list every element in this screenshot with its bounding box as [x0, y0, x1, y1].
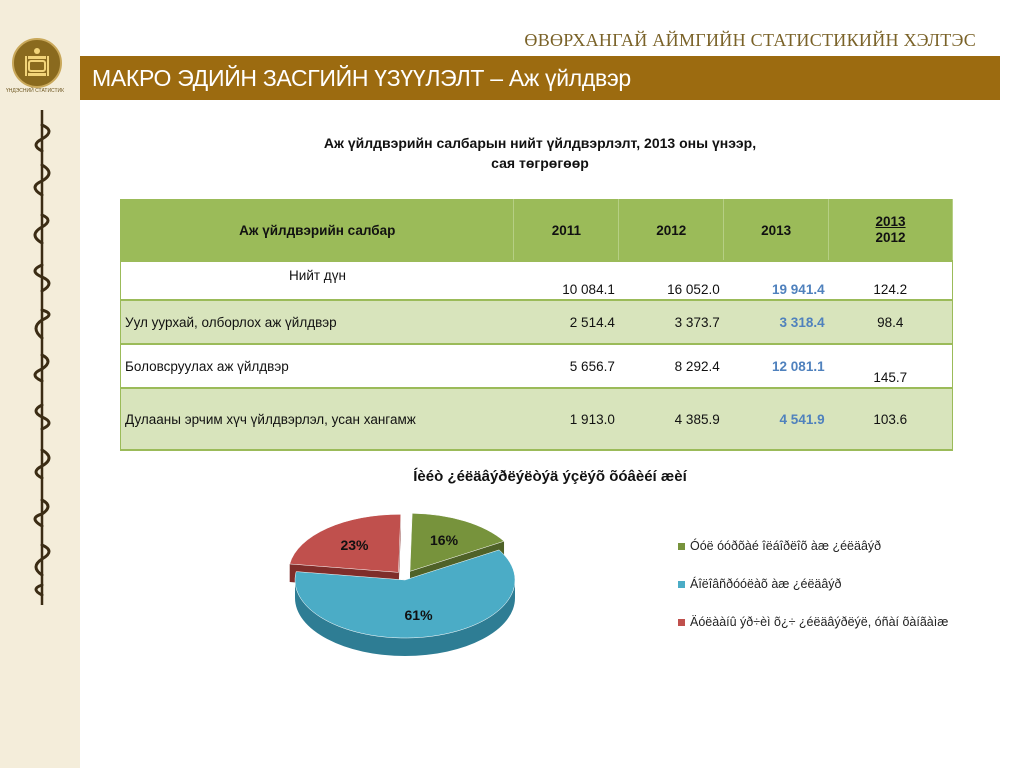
header-2011: 2011 — [514, 200, 619, 262]
cell-2011: 10 084.1 — [514, 261, 619, 300]
cell-2011: 2 514.4 — [514, 300, 619, 344]
legend-label-energy: Äóëààíû ýð÷èì õ¿÷ ¿éëäâýðëýë, óñàí õàíãàìæ — [690, 615, 949, 629]
table-row — [121, 388, 953, 450]
header-2012: 2012 — [619, 200, 724, 262]
chart-title: Íèéò ¿éëäâýðëýëòýä ýçëýõ õóâèéí æèí — [413, 468, 687, 485]
chart-legend — [678, 538, 978, 652]
title-banner — [80, 56, 1000, 100]
legend-item — [678, 538, 978, 554]
row-label: Дулааны эрчим хүч үйлдвэрлэл, усан хангамж — [121, 388, 514, 450]
industry-output-table — [120, 199, 953, 451]
legend-swatch-energy — [678, 619, 685, 626]
header-2013: 2013 — [724, 200, 829, 262]
cell-2011: 5 656.7 — [514, 344, 619, 388]
table-row — [121, 261, 953, 300]
table-row — [121, 300, 953, 344]
cell-2013: 4 541.9 — [724, 388, 829, 450]
row-label: Боловсруулах аж үйлдвэр — [121, 344, 514, 388]
legend-swatch-mining — [678, 543, 685, 550]
soyombo-icon — [22, 46, 52, 80]
table-header-row — [121, 200, 953, 262]
emblem-caption: ҮНДЭСНИЙ СТАТИСТИК — [5, 88, 65, 94]
legend-item — [678, 614, 978, 630]
row-label: Нийт дүн — [121, 261, 514, 300]
cell-ratio: 145.7 — [829, 344, 953, 388]
organization-title: ӨВӨРХАНГАЙ АЙМГИЙН СТАТИСТИКИЙН ХЭЛТЭС — [524, 30, 976, 50]
cell-2013: 19 941.4 — [724, 261, 829, 300]
table-title-line1: Аж үйлдвэрийн салбарын нийт үйлдвэрлэлт, 2013 оны үнээр, — [323, 135, 757, 151]
table-row — [121, 344, 953, 388]
header-ratio — [829, 200, 953, 262]
table-title — [210, 133, 870, 173]
cell-2012: 16 052.0 — [619, 261, 724, 300]
cell-2012: 8 292.4 — [619, 344, 724, 388]
header-sector: Аж үйлдвэрийн салбар — [121, 200, 514, 262]
cell-2013: 3 318.4 — [724, 300, 829, 344]
cell-ratio: 103.6 — [829, 388, 953, 450]
legend-label-mining: Óóë óóðõàé îëáîðëîõ àæ ¿éëäâýð — [690, 539, 882, 553]
legend-item — [678, 576, 978, 592]
cell-2012: 4 385.9 — [619, 388, 724, 450]
mongolian-script-decoration — [20, 105, 64, 610]
pie-chart — [270, 500, 540, 680]
header-ratio-bottom: 2012 — [875, 230, 906, 245]
cell-2013: 12 081.1 — [724, 344, 829, 388]
cell-ratio: 98.4 — [829, 300, 953, 344]
page-title: МАКРО ЭДИЙН ЗАСГИЙН ҮЗҮҮЛЭЛТ – Аж үйлдвэр — [92, 64, 631, 91]
pie-label-manufacturing: 61% — [404, 607, 433, 624]
cell-2011: 1 913.0 — [514, 388, 619, 450]
header-ratio-top: 2013 — [875, 214, 906, 229]
row-label: Уул уурхай, олборлох аж үйлдвэр — [121, 300, 514, 344]
legend-label-manufacturing: Áîëîâñðóóëàõ àæ ¿éëäâýð — [690, 577, 842, 591]
pie-label-energy: 23% — [340, 536, 369, 553]
cell-ratio: 124.2 — [829, 261, 953, 300]
legend-swatch-manufacturing — [678, 581, 685, 588]
left-decorative-strip — [0, 0, 80, 768]
cell-2012: 3 373.7 — [619, 300, 724, 344]
statistics-emblem-icon — [12, 38, 62, 88]
pie-label-mining: 16% — [430, 532, 459, 549]
table-title-line2: сая төгрөгөөр — [491, 155, 589, 171]
